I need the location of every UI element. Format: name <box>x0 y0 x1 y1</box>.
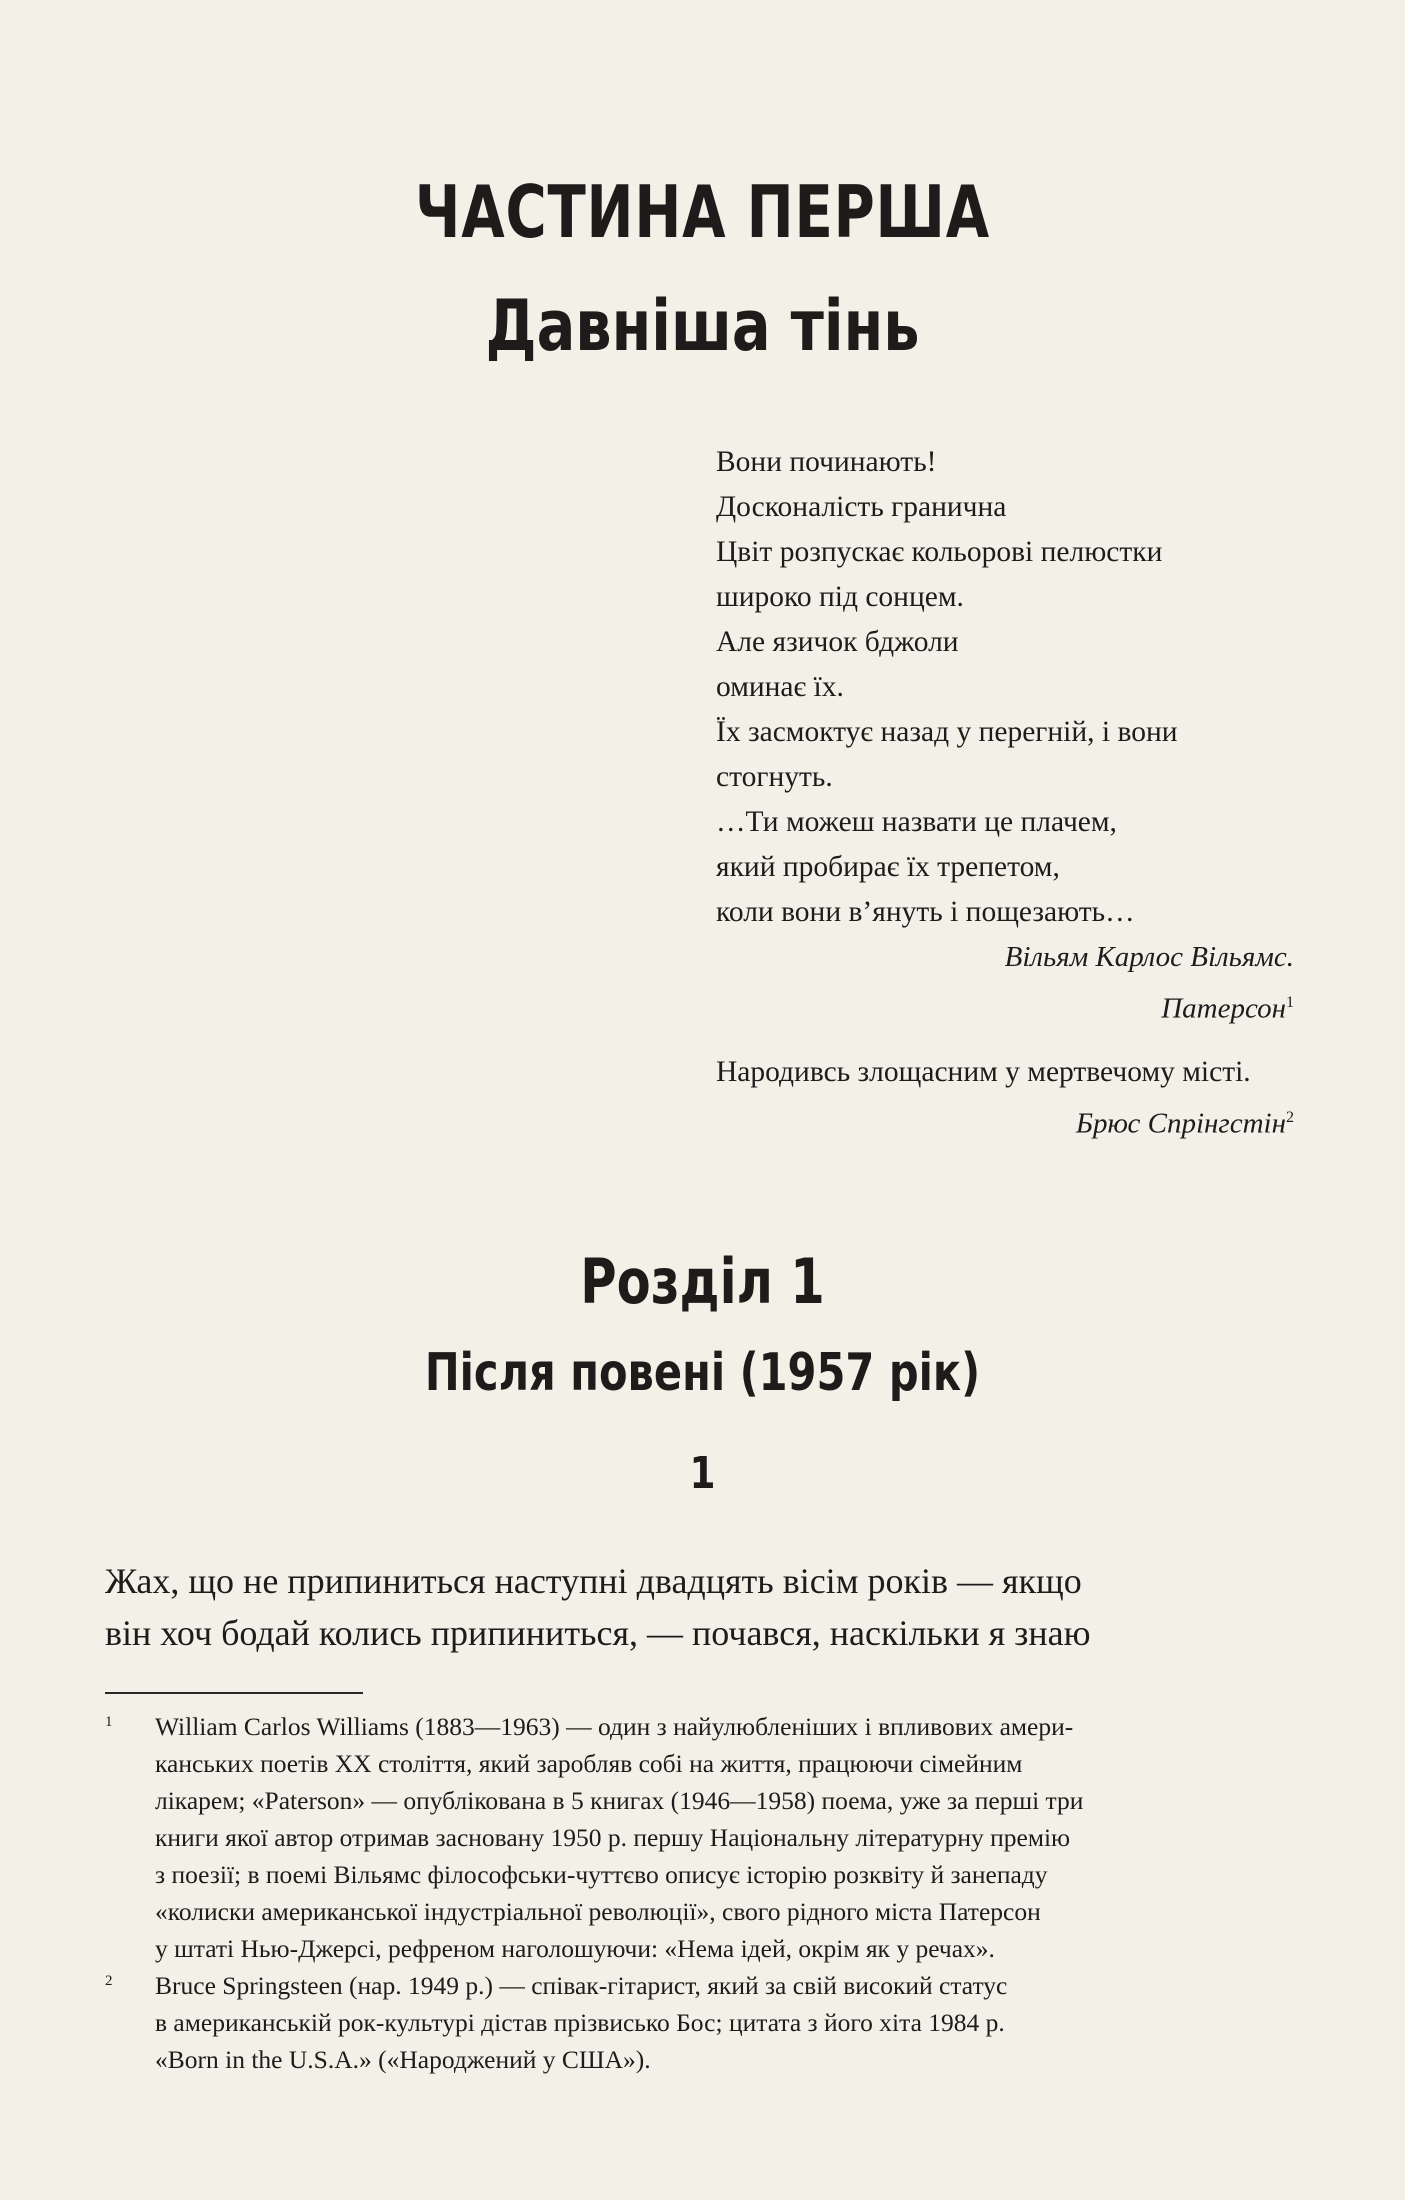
footnote-2 <box>105 1967 1295 2078</box>
chapter-title: Розділ 1 <box>580 1245 825 1318</box>
footnote-line: канських поетів XX століття, який заробляв собі на життя, працюючи сімейним <box>155 1749 1023 1778</box>
chapter-subtitle: Після повені (1957 рік) <box>424 1343 981 1403</box>
body-line: Жах, що не припиниться наступні двадцять вісім років — якщо <box>105 1561 1082 1601</box>
footnote-ref-1[interactable]: 1 <box>1286 994 1294 1011</box>
epigraph-line: стогнуть. <box>716 761 833 793</box>
epigraph-line: Їх засмоктує назад у перегній, і вони <box>716 716 1178 748</box>
footnote-line: «колиски американської індустріальної революції», свого рідного міста Патерсон <box>155 1897 1041 1926</box>
footnote-line: лікарем; «Paterson» — опублікована в 5 книгах (1946—1958) поема, уже за перші три <box>155 1786 1084 1815</box>
footnote-line: William Carlos Williams (1883—1963) — один з найулюбленіших і впливових амери- <box>155 1712 1074 1741</box>
footnote-divider <box>105 1692 363 1694</box>
epigraph-work-title: Патерсон <box>1161 992 1286 1025</box>
epigraph-line: який пробирає їх трепетом, <box>716 851 1060 883</box>
body-line: він хоч бодай колись припиниться, — почався, наскільки я знаю <box>105 1613 1091 1653</box>
footnote-line: з поезії; в поемі Вільямс філософськи-чуттєво описує історію розквіту й занепаду <box>155 1860 1048 1889</box>
footnote-line: у штаті Нью-Джерсі, рефреном наголошуючи: «Нема ідей, окрім як у речах». <box>155 1934 995 1963</box>
epigraph-attribution-work <box>716 980 1294 1032</box>
epigraph <box>716 440 1316 1146</box>
footnote-1 <box>105 1708 1295 1967</box>
epigraph-attribution-author: Вільям Карлос Вільямс. <box>1004 941 1294 973</box>
second-epigraph-attribution <box>716 1095 1294 1147</box>
footnote-line: Bruce Springsteen (нар. 1949 р.) — співак-гітарист, який за свій високий статус <box>155 1971 1008 2000</box>
body-text <box>105 1555 1295 1659</box>
footnote-number: 2 <box>105 1973 113 1989</box>
epigraph-line: Досконалість гранична <box>716 491 1007 523</box>
epigraph-line: широко під сонцем. <box>716 581 964 613</box>
second-epigraph-author: Брюс Спрінгстін <box>1075 1107 1286 1140</box>
footnote-line: в американській рок-культурі дістав прізвисько Бос; цитата з його хіта 1984 р. <box>155 2008 1005 2037</box>
epigraph-line: Але язичок бджоли <box>716 626 959 658</box>
footnote-line: «Born in the U.S.A.» («Народжений у США»). <box>155 2045 651 2074</box>
section-number: 1 <box>689 1448 716 1499</box>
epigraph-line: коли вони в’януть і пощезають… <box>716 896 1135 928</box>
footnotes <box>105 1708 1295 2078</box>
part-title: ЧАСТИНА ПЕРША <box>415 170 990 254</box>
epigraph-line: …Ти можеш назвати це плачем, <box>716 806 1117 838</box>
part-subtitle: Давніша тінь <box>485 285 920 367</box>
epigraph-line: Вони починають! <box>716 446 937 478</box>
footnote-ref-2[interactable]: 2 <box>1286 1108 1294 1126</box>
epigraph-line: Цвіт розпускає кольорові пелюстки <box>716 536 1163 568</box>
epigraph-line: оминає їх. <box>716 671 844 703</box>
footnote-line: книги якої автор отримав засновану 1950 р. першу Національну літературну премію <box>155 1823 1071 1852</box>
second-epigraph-line: Народивсь злощасним у мертвечому місті. <box>716 1055 1251 1088</box>
footnote-number: 1 <box>105 1714 113 1730</box>
